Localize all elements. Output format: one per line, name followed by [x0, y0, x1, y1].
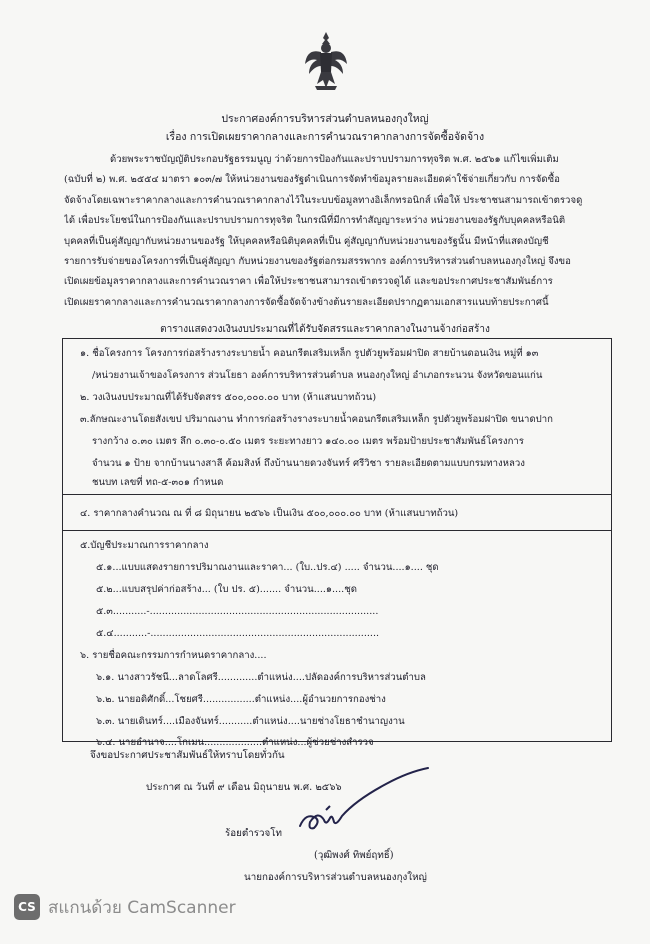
- intro-line: ได้ เพื่อประโยชน์ในการป้องกันและปราบปรามการทุจริต ในกรณีที่มีการทำสัญญาระหว่าง หน่วยงานของรัฐกับบุคคลหรือนิติ: [64, 215, 566, 227]
- table-title: ตารางแสดงวงเงินงบประมาณที่ได้รับจัดสรรและราคากลางในงานจ้างก่อสร้าง: [160, 324, 490, 335]
- committee-member: ๖.๔. นายอำนาจ....โกเมน...................ตำแหน่ง...ผู้ช่วยช่างสำรวจ: [96, 737, 374, 748]
- median-price: ๔. ราคากลางคำนวณ ณ ที่ ๘ มิถุนายน ๒๕๖๖ เป็นเงิน ๕๐๐,๐๐๐.๐๐ บาท (ห้าแสนบาทถ้วน): [80, 508, 459, 519]
- estimate-item: ๕.๒...แบบสรุปค่าก่อสร้าง... (ใบ ปร. ๕)....... จำนวน....๑....ชุด: [96, 584, 357, 595]
- table-divider: [62, 530, 612, 531]
- intro-paragraph: [64, 150, 604, 313]
- camscanner-watermark: [14, 892, 236, 922]
- project-name: ๑. ชื่อโครงการ โครงการก่อสร้างรางระบายน้ำ คอนกรีตเสริมเหล็ก รูปตัวยูพร้อมฝาปิด สายบ้านดอนเงิน หมู่ที่ ๑๓: [80, 348, 539, 359]
- notice-title: ประกาศองค์การบริหารส่วนตำบลหนองกุงใหญ่: [221, 113, 429, 125]
- intro-line: เปิดเผยราคากลางและการคำนวณราคากลางการจัดซื้อจัดจ้างข้างต้นรายละเอียดปรากฏตามเอกสารแนบท้ายประกาศนี้: [64, 296, 549, 308]
- estimate-item: ๕.๑...แบบแสดงรายการปริมาณงานและราคา... (ใบ..ปร.๔) ..... จำนวน....๑.... ชุด: [96, 562, 439, 573]
- table-divider: [62, 494, 612, 495]
- intro-line: รายการรับจ่ายของโครงการที่เป็นคู่สัญญา กับหน่วยงานของรัฐต่อกรมสรรพากร องค์การบริหารส่วนตำบลหนองกุงใหญ่ จึงขอ: [64, 256, 571, 268]
- closing-notice: จึงขอประกาศประชาสัมพันธ์ให้ทราบโดยทั่วกัน: [90, 750, 285, 761]
- intro-line: (ฉบับที่ ๒) พ.ศ. ๒๕๕๔ มาตรา ๑๐๓/๗ ให้หน่วยงานของรัฐดำเนินการจัดทำข้อมูลรายละเอียดค่าใช้จ่ายเกี่ยวกับ การจัดซื้อ: [64, 174, 560, 186]
- work-description: รางกว้าง ๐.๓๐ เมตร ลึก ๐.๓๐-๐.๕๐ เมตร ระยะทางยาว ๑๔๐.๐๐ เมตร พร้อมป้ายประชาสัมพันธ์โครงการ: [92, 436, 524, 447]
- work-description: จำนวน ๑ ป้าย จากบ้านนางสาลี ค้อมสิงห์ ถึงบ้านนายดวงจันทร์ ศรีวิชา รายละเอียดตามแบบกรมทางหลวง: [92, 458, 525, 469]
- committee-member: ๖.๒. นายอดิศักดิ์...โชยศรี.................ตำแหน่ง....ผู้อำนวยการกองช่าง: [96, 694, 386, 705]
- committee-member: ๖.๓. นายเดินทร์....เมืองจันทร์...........ตำแหน่ง....นายช่างโยธาชำนาญงาน: [96, 716, 405, 727]
- work-description: ชนบท เลขที่ ทถ-๕-๓๐๑ กำหนด: [92, 477, 224, 488]
- estimate-heading: ๕.บัญชีประมาณการราคากลาง: [80, 540, 209, 551]
- committee-member: ๖.๑. นางสาวรัชนี...ลาดโลศรี.............ตำแหน่ง....ปลัดองค์การบริหารส่วนตำบล: [96, 672, 426, 683]
- intro-line: เปิดเผยข้อมูลราคากลางและการคำนวณราคา เพื่อให้ประชาชนสามารถเข้าตรวจดูได้ และขอประกาศประชาสัมพันธ์การ: [64, 276, 553, 288]
- allocated-budget: ๒. วงเงินงบประมาณที่ได้รับจัดสรร ๕๐๐,๐๐๐.๐๐ บาท (ห้าแสนบาทถ้วน): [80, 392, 377, 403]
- notice-subject: เรื่อง การเปิดเผยราคากลางและการคำนวณราคากลางการจัดซื้อจัดจ้าง: [165, 131, 485, 143]
- signer-position: นายกองค์การบริหารส่วนตำบลหนองกุงใหญ่: [244, 872, 427, 883]
- estimate-item: ๕.๔...........-...........................................................................: [96, 628, 380, 639]
- signer-name: (วุฒิพงศ์ ทิพย์ฤทธิ์): [314, 850, 394, 861]
- estimate-item: ๕.๓...........-...........................................................................: [96, 606, 379, 617]
- intro-line: จัดจ้างโดยเฉพาะราคากลางและการคำนวณราคากลางไว้ในระบบข้อมูลทางอิเล็กทรอนิกส์ เพื่อให้ ประชาชนสามารถเข้าตรวจดู: [64, 194, 583, 206]
- intro-line: ด้วยพระราชบัญญัติประกอบรัฐธรรมนูญ ว่าด้วยการป้องกันและปราบปรามการทุจริต พ.ศ. ๒๕๖๑ แก้ไขเพิ่มเติม: [110, 154, 559, 165]
- intro-line: บุคคลที่เป็นคู่สัญญากับหน่วยงานของรัฐ ให้บุคคลหรือนิติบุคคลที่เป็น คู่สัญญากับหน่วยงานของรัฐนั้น มีหน้าที่แสดงบัญชี: [64, 235, 549, 247]
- announcement-date: ประกาศ ณ วันที่ ๙ เดือน มิถุนายน พ.ศ. ๒๕๖๖: [146, 782, 342, 793]
- handwritten-signature: [296, 760, 446, 840]
- project-owner: /หน่วยงานเจ้าของโครงการ ส่วนโยธา องค์การบริหารส่วนตำบล หนองกุงใหญ่ อำเภอกระนวน จังหวัดขอนแก่น: [92, 370, 543, 381]
- garuda-emblem-icon: [303, 30, 349, 92]
- camscanner-logo-icon: CS: [14, 894, 40, 920]
- signer-rank: ร้อยตำรวจโท: [225, 828, 282, 839]
- work-description: ๓.ลักษณะงานโดยสังเขป ปริมาณงาน ทำการก่อสร้างรางระบายน้ำคอนกรีตเสริมเหล็ก รูปตัวยูพร้อมฝาปิด ขนาดปาก: [80, 414, 553, 425]
- committee-heading: ๖. รายชื่อคณะกรรมการกำหนดราคากลาง....: [80, 650, 267, 661]
- watermark-text: สแกนด้วย CamScanner: [48, 897, 236, 918]
